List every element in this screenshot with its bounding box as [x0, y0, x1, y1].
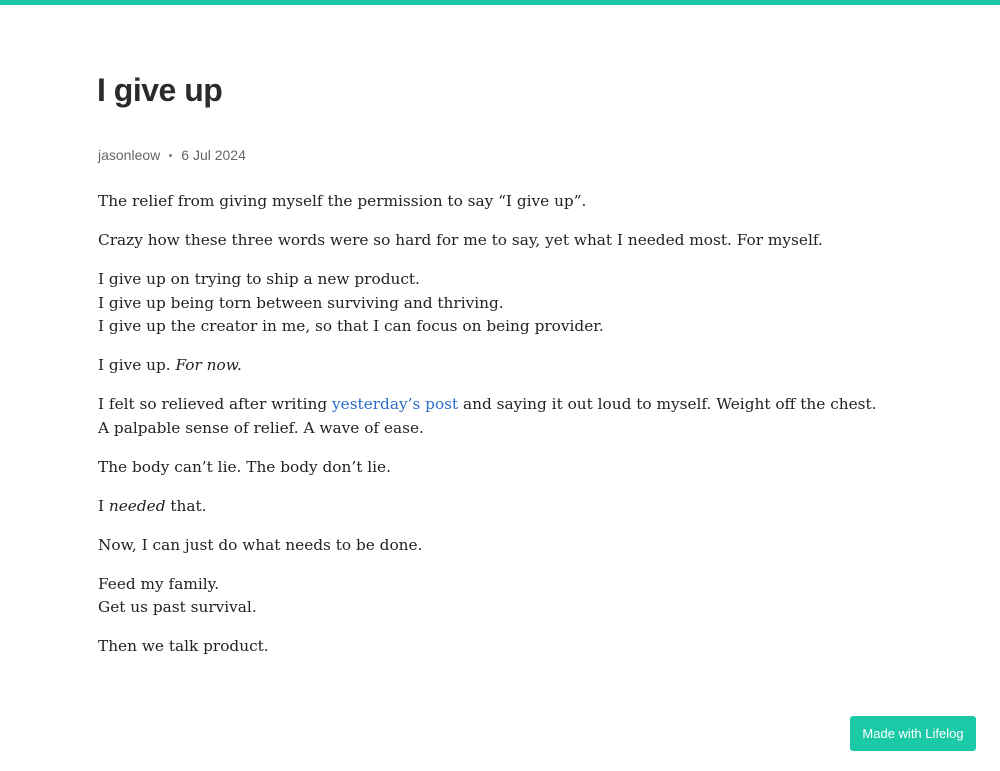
- post-meta: [98, 147, 246, 163]
- text: I: [98, 496, 109, 515]
- line: I give up being torn between surviving and thriving.: [98, 293, 504, 312]
- post-title: I give up: [97, 72, 223, 108]
- line: I give up the creator in me, so that I can focus on being provider.: [98, 317, 604, 335]
- separator-dot: [169, 154, 172, 157]
- paragraph: [98, 573, 878, 620]
- post-body: [98, 190, 878, 674]
- paragraph: Now, I can just do what needs to be done.: [98, 535, 423, 554]
- text: that.: [165, 496, 207, 515]
- yesterdays-post-link[interactable]: yesterday’s post: [332, 395, 459, 413]
- text: I give up.: [98, 356, 176, 374]
- paragraph: Then we talk product.: [98, 637, 269, 655]
- line: Feed my family.: [98, 574, 220, 593]
- paragraph: [98, 268, 878, 339]
- paragraph: [98, 354, 878, 378]
- emphasis: For now.: [175, 356, 242, 374]
- line: I give up on trying to ship a new product.: [98, 270, 420, 288]
- text: and saying it out loud to myself. Weight off the chest. A palpable sense of relief. A wave of ease.: [98, 395, 877, 437]
- top-accent-bar: [0, 0, 1000, 5]
- paragraph: The body can’t lie. The body don’t lie.: [98, 457, 391, 476]
- paragraph: [98, 495, 878, 519]
- made-with-lifelog-button[interactable]: Made with Lifelog: [850, 716, 976, 751]
- paragraph: [98, 393, 878, 440]
- emphasis: needed: [108, 496, 166, 515]
- text: I felt so relieved after writing: [98, 395, 332, 413]
- author-link[interactable]: jasonleow: [98, 147, 161, 163]
- line: Get us past survival.: [98, 598, 257, 616]
- paragraph: Crazy how these three words were so hard for me to say, yet what I needed most. For myself.: [98, 231, 823, 249]
- post-date: 6 Jul 2024: [181, 147, 246, 163]
- paragraph: The relief from giving myself the permission to say “I give up”.: [98, 192, 587, 210]
